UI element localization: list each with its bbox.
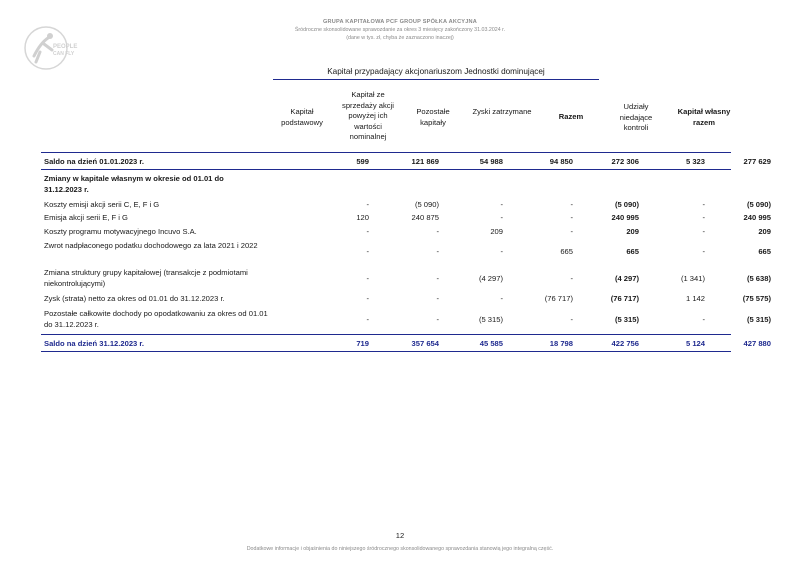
cell: (75 575) [742, 294, 771, 303]
cell: - [702, 213, 705, 222]
cell: 94 850 [549, 157, 573, 166]
cell: - [366, 200, 369, 209]
section-heading-row [41, 173, 731, 195]
cell: - [500, 200, 503, 209]
cell: - [500, 294, 503, 303]
cell: 5 124 [685, 339, 705, 348]
cell: - [436, 315, 439, 324]
cell: 209 [626, 227, 639, 236]
cell: (4 297) [478, 274, 503, 283]
cell: - [570, 274, 573, 283]
cell: 422 756 [611, 339, 639, 348]
cell: 719 [356, 339, 369, 348]
cell: 665 [758, 247, 771, 256]
table-row [41, 308, 771, 330]
row-label: Zwrot nadpłaconego podatku dochodowego za lata 2021 i 2022 [44, 241, 258, 250]
table-row [41, 212, 771, 223]
cell: 209 [758, 227, 771, 236]
row-label: Koszty emisji akcji serii C, E, F i G [44, 200, 160, 209]
row-label: Saldo na dzień 01.01.2023 r. [44, 157, 145, 166]
cell: - [570, 227, 573, 236]
cell: 1 142 [685, 294, 705, 303]
cell: 665 [560, 247, 573, 256]
cell: 54 988 [479, 157, 503, 166]
table-row [41, 240, 771, 262]
row-rule [41, 334, 731, 335]
cell: 427 880 [743, 339, 771, 348]
cell: - [436, 247, 439, 256]
col-header-retained-earnings: Zyski zatrzymane [472, 107, 532, 116]
cell: 18 798 [549, 339, 573, 348]
cell: - [436, 227, 439, 236]
table-row [41, 156, 771, 167]
row-label: Pozostałe całkowite dochody po opodatkowaniu za okres od 01.01 do 31.12.2023 r. [44, 309, 268, 329]
page-footer: Dodatkowe informacje i objaśnienia do niniejszego śródrocznego skonsolidowanego sprawozdania stanowią jego integralną część. [246, 546, 554, 552]
table-row [41, 226, 771, 237]
cell: (76 717) [610, 294, 639, 303]
cell: (5 090) [746, 200, 771, 209]
cell: - [702, 315, 705, 324]
row-rule [41, 169, 731, 170]
cell: - [366, 274, 369, 283]
cell: 120 [356, 213, 369, 222]
col-header-share-capital: Kapitał podstawowy [281, 107, 323, 127]
cell: (5 090) [614, 200, 639, 209]
col-header-share-premium: Kapitał ze sprzedaży akcji powyżej ich wartości nominalnej [342, 90, 394, 141]
cell: (5 315) [746, 315, 771, 324]
cell: - [366, 315, 369, 324]
cell: - [570, 315, 573, 324]
col-header-other-capital: Pozostałe kapitały [416, 107, 450, 127]
company-logo [22, 24, 78, 72]
row-label: Saldo na dzień 31.12.2023 r. [44, 339, 145, 348]
cell: (4 297) [614, 274, 639, 283]
cell: (1 341) [680, 274, 705, 283]
cell: 45 585 [479, 339, 503, 348]
cell: 209 [490, 227, 503, 236]
cell: - [702, 227, 705, 236]
table-row [41, 338, 771, 349]
row-label: Zysk (strata) netto za okres od 01.01 do 31.12.2023 r. [44, 294, 225, 303]
cell: - [366, 294, 369, 303]
cell: - [500, 213, 503, 222]
cell: 240 995 [611, 213, 639, 222]
cell: 240 875 [411, 213, 439, 222]
cell: - [702, 247, 705, 256]
table-top-rule [41, 152, 731, 153]
cell: 240 995 [743, 213, 771, 222]
row-label: Zmiana struktury grupy kapitałowej (transakcje z podmiotami niekontrolującymi) [44, 268, 248, 288]
cell: (5 315) [614, 315, 639, 324]
cell: 121 869 [411, 157, 439, 166]
table-row [41, 267, 771, 289]
units-note: (dane w tys. zł, chyba że zaznaczono inaczej) [346, 35, 454, 41]
cell: 357 654 [411, 339, 439, 348]
col-header-total-equity: Kapitał własny razem [677, 107, 731, 127]
row-label: Emisja akcji serii E, F i G [44, 213, 128, 222]
cell: - [500, 247, 503, 256]
col-header-total: Razem [558, 112, 584, 121]
cell: - [366, 247, 369, 256]
figure-logo-icon [22, 24, 78, 72]
cell: - [436, 294, 439, 303]
cell: 599 [356, 157, 369, 166]
cell: (5 090) [414, 200, 439, 209]
cell: (5 638) [746, 274, 771, 283]
cell: - [570, 200, 573, 209]
table-row [41, 293, 771, 304]
cell: - [366, 227, 369, 236]
col-header-non-controlling: Udziały niedające kontroli [619, 102, 653, 132]
company-name: GRUPA KAPITAŁOWA PCF GROUP SPÓŁKA AKCYJNA [322, 19, 478, 25]
logo-text-bottom: CAN FLY [53, 51, 75, 57]
cell: - [436, 274, 439, 283]
cell: 272 306 [611, 157, 639, 166]
cell: - [702, 200, 705, 209]
cell: (76 717) [544, 294, 573, 303]
table-bottom-rule [41, 351, 731, 352]
page-number: 12 [395, 531, 405, 540]
cell: 5 323 [685, 157, 705, 166]
group-header: Kapitał przypadający akcjonariuszom Jednostki dominującej [273, 67, 599, 80]
cell: (5 315) [478, 315, 503, 324]
logo-text-top: PEOPLE [53, 44, 78, 50]
document-header [200, 19, 600, 41]
report-title: Śródroczne skonsolidowane sprawozdanie za okres 3 miesięcy zakończony 31.03.2024 r. [294, 27, 506, 33]
cell: 665 [626, 247, 639, 256]
row-label: Zmiany w kapitale własnym w okresie od 01.01 do 31.12.2023 r. [44, 174, 224, 194]
cell: 277 629 [743, 157, 771, 166]
table-row [41, 199, 771, 210]
row-label: Koszty programu motywacyjnego Incuvo S.A. [44, 227, 197, 236]
cell: - [570, 213, 573, 222]
